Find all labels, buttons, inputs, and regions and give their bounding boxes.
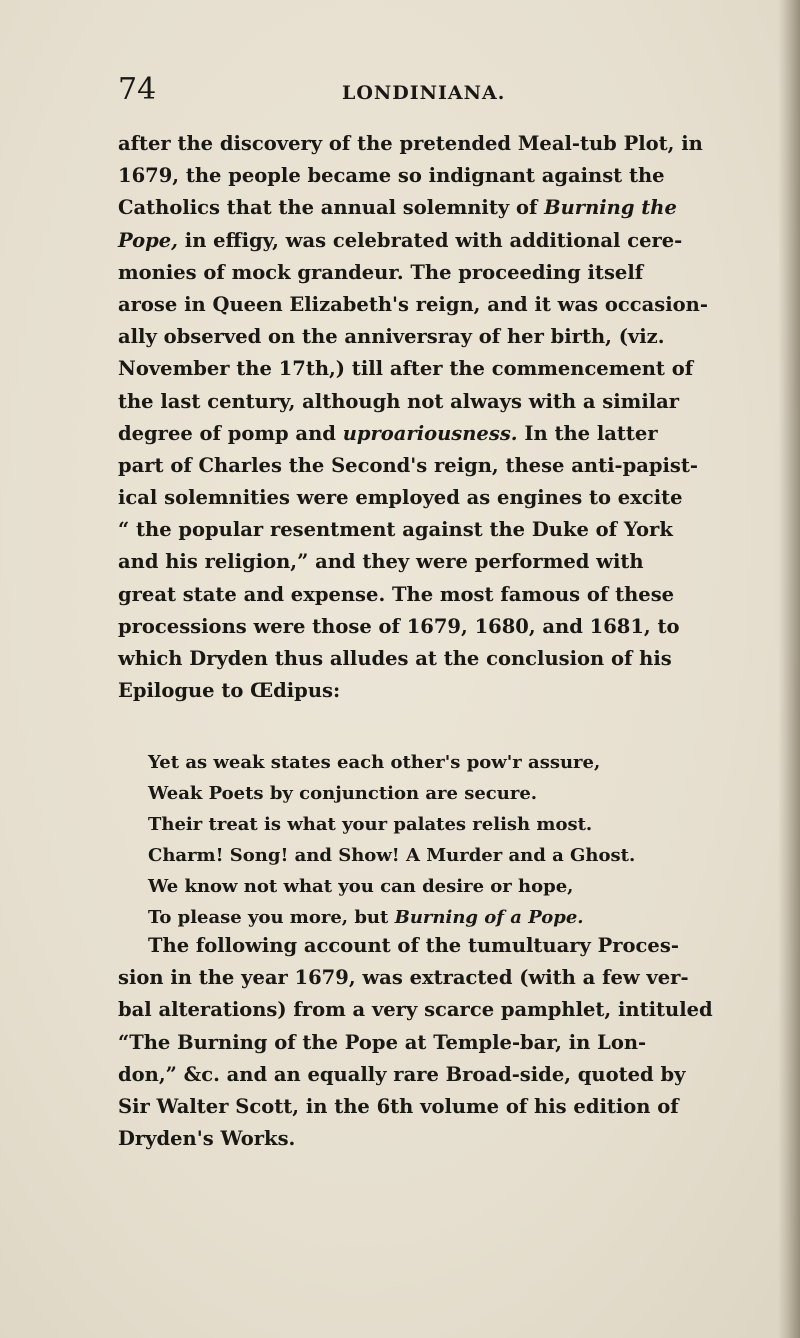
text-line: don,” &c. and an equally rare Broad-side, quoted by <box>118 1062 686 1086</box>
paragraph-2 <box>118 930 728 1155</box>
italic-phrase: Burning the <box>544 196 677 220</box>
text-line: Pope, in effigy, was celebrated with additional cere- <box>118 228 683 252</box>
text-line: Epilogue to Œdipus: <box>118 679 341 703</box>
text-line: “The Burning of the Pope at Temple-bar, in Lon- <box>118 1030 647 1054</box>
verse-line: We know not what you can desire or hope, <box>148 876 574 897</box>
verse-line: Their treat is what your palates relish most. <box>148 814 593 835</box>
text-line: sion in the year 1679, was extracted (with a few ver- <box>118 966 689 990</box>
text-line: great state and expense. The most famous of these <box>118 582 675 606</box>
page-number: 74 <box>118 72 157 107</box>
verse-line: Weak Poets by conjunction are secure. <box>148 783 538 804</box>
text-line: arose in Queen Elizabeth's reign, and it was occasion- <box>118 292 708 316</box>
text-line: Dryden's Works. <box>118 1127 296 1151</box>
text-line: after the discovery of the pretended Meal-tub Plot, in <box>118 132 703 155</box>
text-line: bal alterations) from a very scarce pamphlet, intituled <box>118 998 713 1022</box>
text-line: and his religion,” and they were performed with <box>118 550 644 574</box>
text-line: part of Charles the Second's reign, these anti-papist- <box>118 453 698 477</box>
verse-line: To please you more, but Burning of a Pope. <box>148 907 584 928</box>
text-line: Sir Walter Scott, in the 6th volume of his edition of <box>118 1094 679 1118</box>
text-line: degree of pomp and uproariousness. In the latter <box>118 421 658 445</box>
text-line: ical solemnities were employed as engines to excite <box>118 486 683 510</box>
verse-line: Yet as weak states each other's pow'r assure, <box>148 752 601 773</box>
text-line: 1679, the people became so indignant against the <box>118 164 665 188</box>
text-line: The following account of the tumultuary Proces- <box>148 934 679 957</box>
running-head: LONDINIANA. <box>342 82 506 104</box>
text-line: November the 17th,) till after the commencement of <box>118 357 694 381</box>
text-line: processions were those of 1679, 1680, and 1681, to <box>118 614 680 638</box>
verse-line: Charm! Song! and Show! A Murder and a Ghost. <box>148 845 636 866</box>
text-line: “ the popular resentment against the Duke of York <box>118 518 673 542</box>
paragraph-1 <box>118 128 728 707</box>
italic-phrase: uproariousness. <box>342 421 518 445</box>
verse-quotation <box>148 747 728 933</box>
page-edge-shadow <box>778 0 800 1338</box>
text-line: the last century, although not always with a similar <box>118 389 680 413</box>
page-header <box>118 72 738 112</box>
text-line: monies of mock grandeur. The proceeding itself <box>118 260 644 284</box>
text-line: ally observed on the anniversray of her birth, (viz. <box>118 325 665 349</box>
text-line: Catholics that the annual solemnity of Burning the <box>118 196 677 220</box>
text-line: which Dryden thus alludes at the conclusion of his <box>118 647 672 670</box>
italic-phrase: Burning of a Pope. <box>394 907 584 928</box>
italic-phrase: Pope, <box>118 228 178 252</box>
